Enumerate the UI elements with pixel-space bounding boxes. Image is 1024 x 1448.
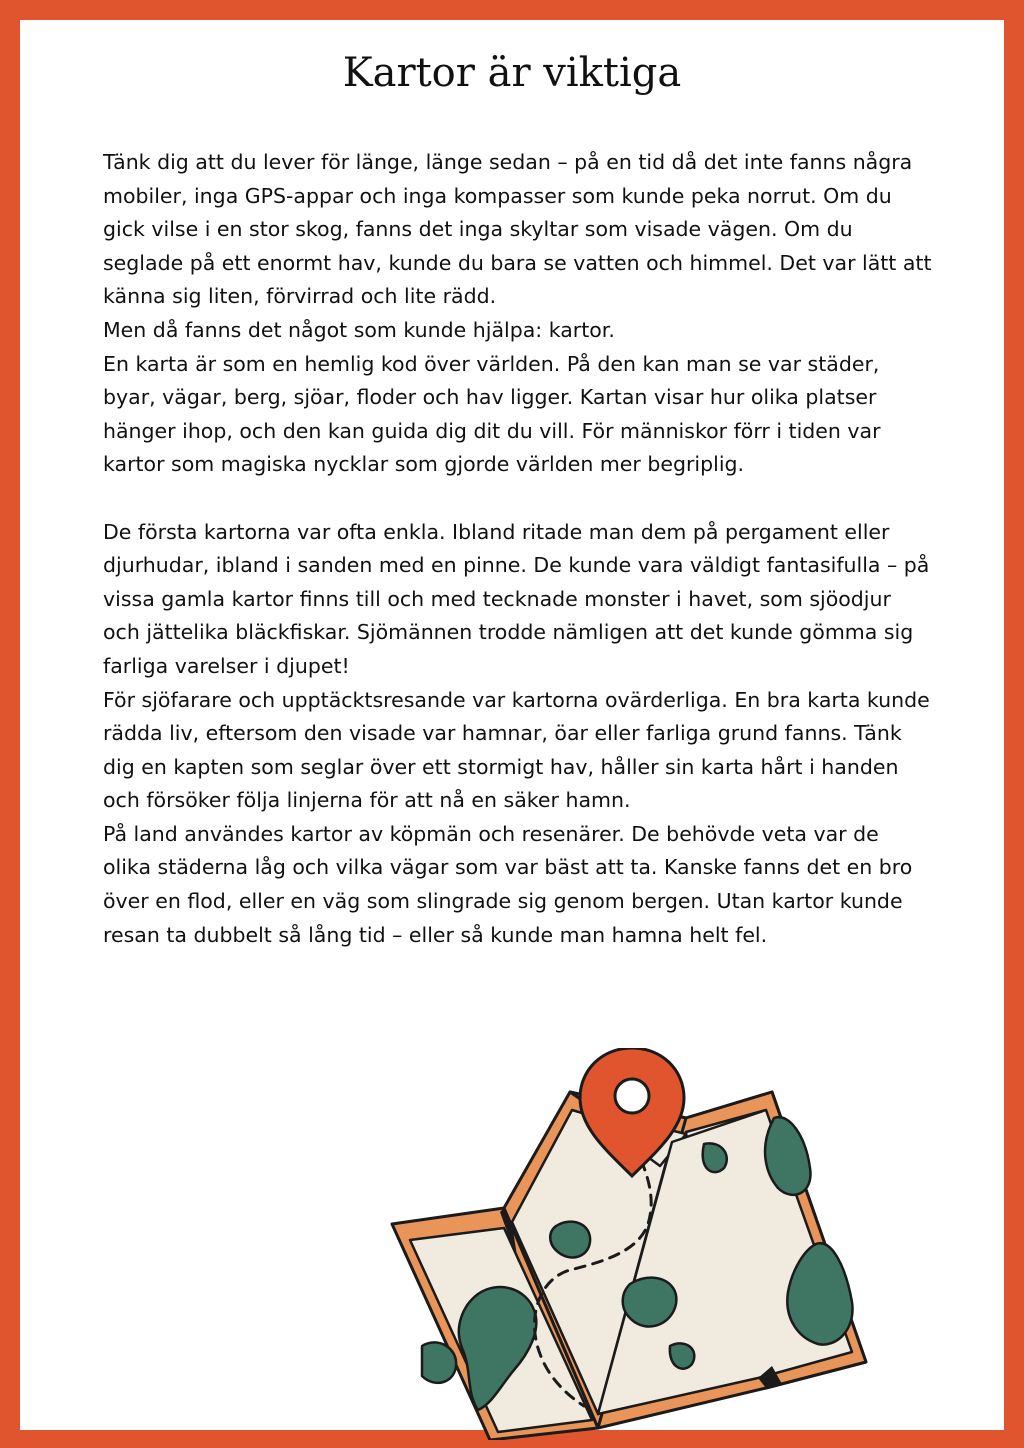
page-title: Kartor är viktiga (342, 50, 682, 96)
paragraph-spacer (103, 482, 933, 516)
paragraph-land-travel: På land användes kartor av köpmän och resenärer. De behövde veta var de olika städerna låg och vilka vägar som var bäst att ta. Kanske fanns det en bro över en flod, eller en väg som slingrade sig genom bergen. Utan kartor kunde resan ta dubbelt så lång tid – eller så kunde man hamna helt fel. (103, 821, 913, 947)
paragraph-first-maps: De första kartorna var ofta enkla. Ibland ritade man dem på pergament eller djurhudar, ibland i sanden med en pinne. De kunde vara väldigt fantasifulla – på vissa gamla kartor finns till och med tecknade monster i havet, som sjöodjur och jättelika bläckfiskar. Sjömännen trodde nämligen att det kunde gömma sig farliga varelser i djupet! (103, 519, 930, 678)
article-body (103, 146, 933, 952)
paragraph-maps-help: Men då fanns det något som kunde hjälpa: kartor. (103, 317, 615, 342)
paragraph-intro: Tänk dig att du lever för länge, länge sedan – på en tid då det inte fanns några mobiler, inga GPS-appar och inga kompasser som kunde peka norrut. Om du gick vilse i en stor skog, fanns det inga skyltar som visade vägen. Om du seglade på ett enormt hav, kunde du bara se vatten och himmel. Det var lätt att känna sig liten, förvirrad och lite rädd. (103, 150, 932, 309)
paragraph-secret-code: En karta är som en hemlig kod över världen. På den kan man se var städer, byar, vägar, berg, sjöar, floder och hav ligger. Kartan visar hur olika platser hänger ihop, och den kan guida dig dit du vill. För människor förr i tiden var kartor som magiska nycklar som gjorde världen mer begriplig. (103, 351, 881, 477)
folded-map-with-location-pin-icon (386, 1048, 906, 1440)
paragraph-seafarers: För sjöfarare och upptäcktsresande var kartorna ovärderliga. En bra karta kunde rädda liv, eftersom den visade var hamnar, öar eller farliga grund fanns. Tänk dig en kapten som seglar över ett stormigt hav, håller sin karta hårt i handen och försöker följa linjerna för att nå en säker hamn. (103, 687, 930, 813)
